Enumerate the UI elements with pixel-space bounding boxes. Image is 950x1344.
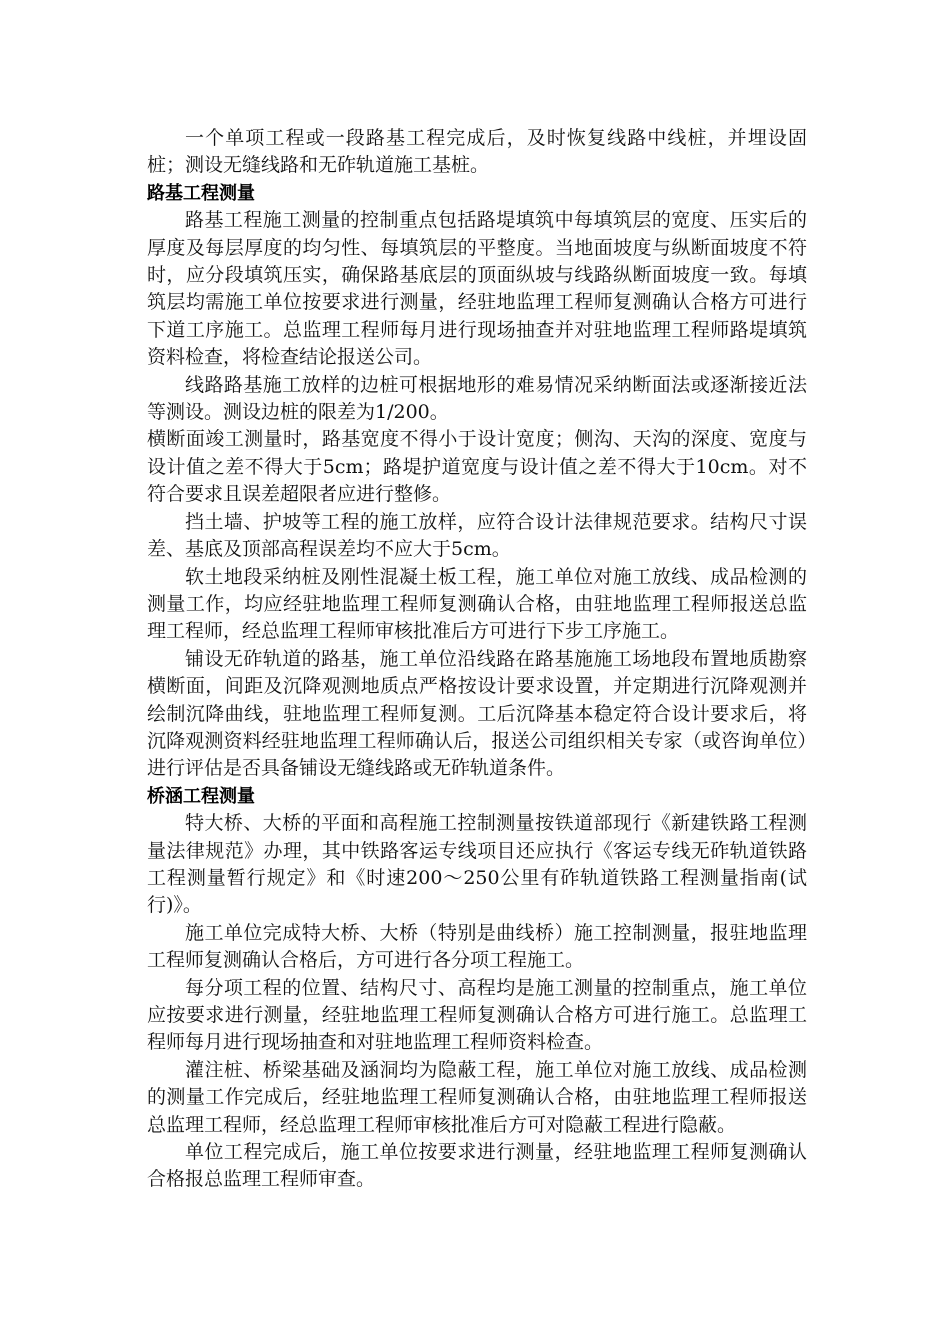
- paragraph-retaining-wall: 挡土墙、护坡等工程的施工放样，应符合设计法律规范要求。结构尺寸误差、基底及顶部高程误差均不应大于5cm。: [147, 510, 807, 561]
- paragraph-bridge-completion: 施工单位完成特大桥、大桥（特别是曲线桥）施工控制测量，报驻地监理工程师复测确认合格后，方可进行各分项工程施工。: [147, 921, 807, 972]
- paragraph-cross-section-survey: 横断面竣工测量时，路基宽度不得小于设计宽度；侧沟、天沟的深度、宽度与设计值之差不得大于5cm；路堤护道宽度与设计值之差不得大于10cm。对不符合要求且误差超限者应进行整修。: [147, 428, 807, 506]
- heading-bridge-culvert-survey: 桥涵工程测量: [147, 785, 255, 807]
- document-page: [147, 125, 807, 1194]
- paragraph-line-pile-restoration: 一个单项工程或一段路基工程完成后，及时恢复线路中线桩，并埋设固桩；测设无缝线路和无砟轨道施工基桩。: [147, 127, 807, 177]
- paragraph-unit-completion: 单位工程完成后，施工单位按要求进行测量，经驻地监理工程师复测确认合格报总监理工程师审查。: [147, 1141, 807, 1191]
- paragraph-subgrade-control: 路基工程施工测量的控制重点包括路堤填筑中每填筑层的宽度、压实后的厚度及每层厚度的均匀性、每填筑层的平整度。当地面坡度与纵断面坡度不符时，应分段填筑压实，确保路基底层的顶面纵坡与线路纵断面坡度一致。每填筑层均需施工单位按要求进行测量，经驻地监理工程师复测确认合格方可进行下道工序施工。总监理工程师每月进行现场抽查并对驻地监理工程师路堤填筑资料检查，将检查结论报送公司。: [147, 209, 807, 369]
- paragraph-bridge-control-survey: 特大桥、大桥的平面和高程施工控制测量按铁道部现行《新建铁路工程测量法律规范》办理，其中铁路客运专线项目还应执行《客运专线无砟轨道铁路工程测量暂行规定》和《时速200～250公里有砟轨道铁路工程测量指南(试行)》。: [147, 812, 807, 917]
- heading-subgrade-survey: 路基工程测量: [147, 182, 255, 204]
- paragraph-edge-pile-staking: 线路路基施工放样的边桩可根据地形的难易情况采纳断面法或逐渐接近法等测设。测设边桩的限差为1/200。: [147, 373, 807, 424]
- paragraph-concealed-works: 灌注桩、桥梁基础及涵洞均为隐蔽工程，施工单位对施工放线、成品检测的测量工作完成后，经驻地监理工程师复测确认合格，由驻地监理工程师报送总监理工程师，经总监理工程师审核批准后方可对隐蔽工程进行隐蔽。: [147, 1058, 807, 1136]
- paragraph-ballastless-subgrade: 铺设无砟轨道的路基，施工单位沿线路在路基施施工场地段布置地质勘察横断面，间距及沉降观测地质点严格按设计要求设置，并定期进行沉降观测并绘制沉降曲线，驻地监理工程师复测。工后沉降基本稳定符合设计要求后，将沉降观测资料经驻地监理工程师确认后，报送公司组织相关专家（或咨询单位）进行评估是否具备铺设无缝线路或无砟轨道条件。: [147, 647, 807, 780]
- paragraph-soft-soil: 软土地段采纳桩及刚性混凝土板工程，施工单位对施工放线、成品检测的测量工作，均应经驻地监理工程师复测确认合格，由驻地监理工程师报送总监理工程师，经总监理工程师审核批准后方可进行下步工序施工。: [147, 565, 807, 643]
- paragraph-subitem-control: 每分项工程的位置、结构尺寸、高程均是施工测量的控制重点，施工单位应按要求进行测量，经驻地监理工程师复测确认合格方可进行施工。总监理工程师每月进行现场抽查和对驻地监理工程师资料检查。: [147, 976, 807, 1054]
